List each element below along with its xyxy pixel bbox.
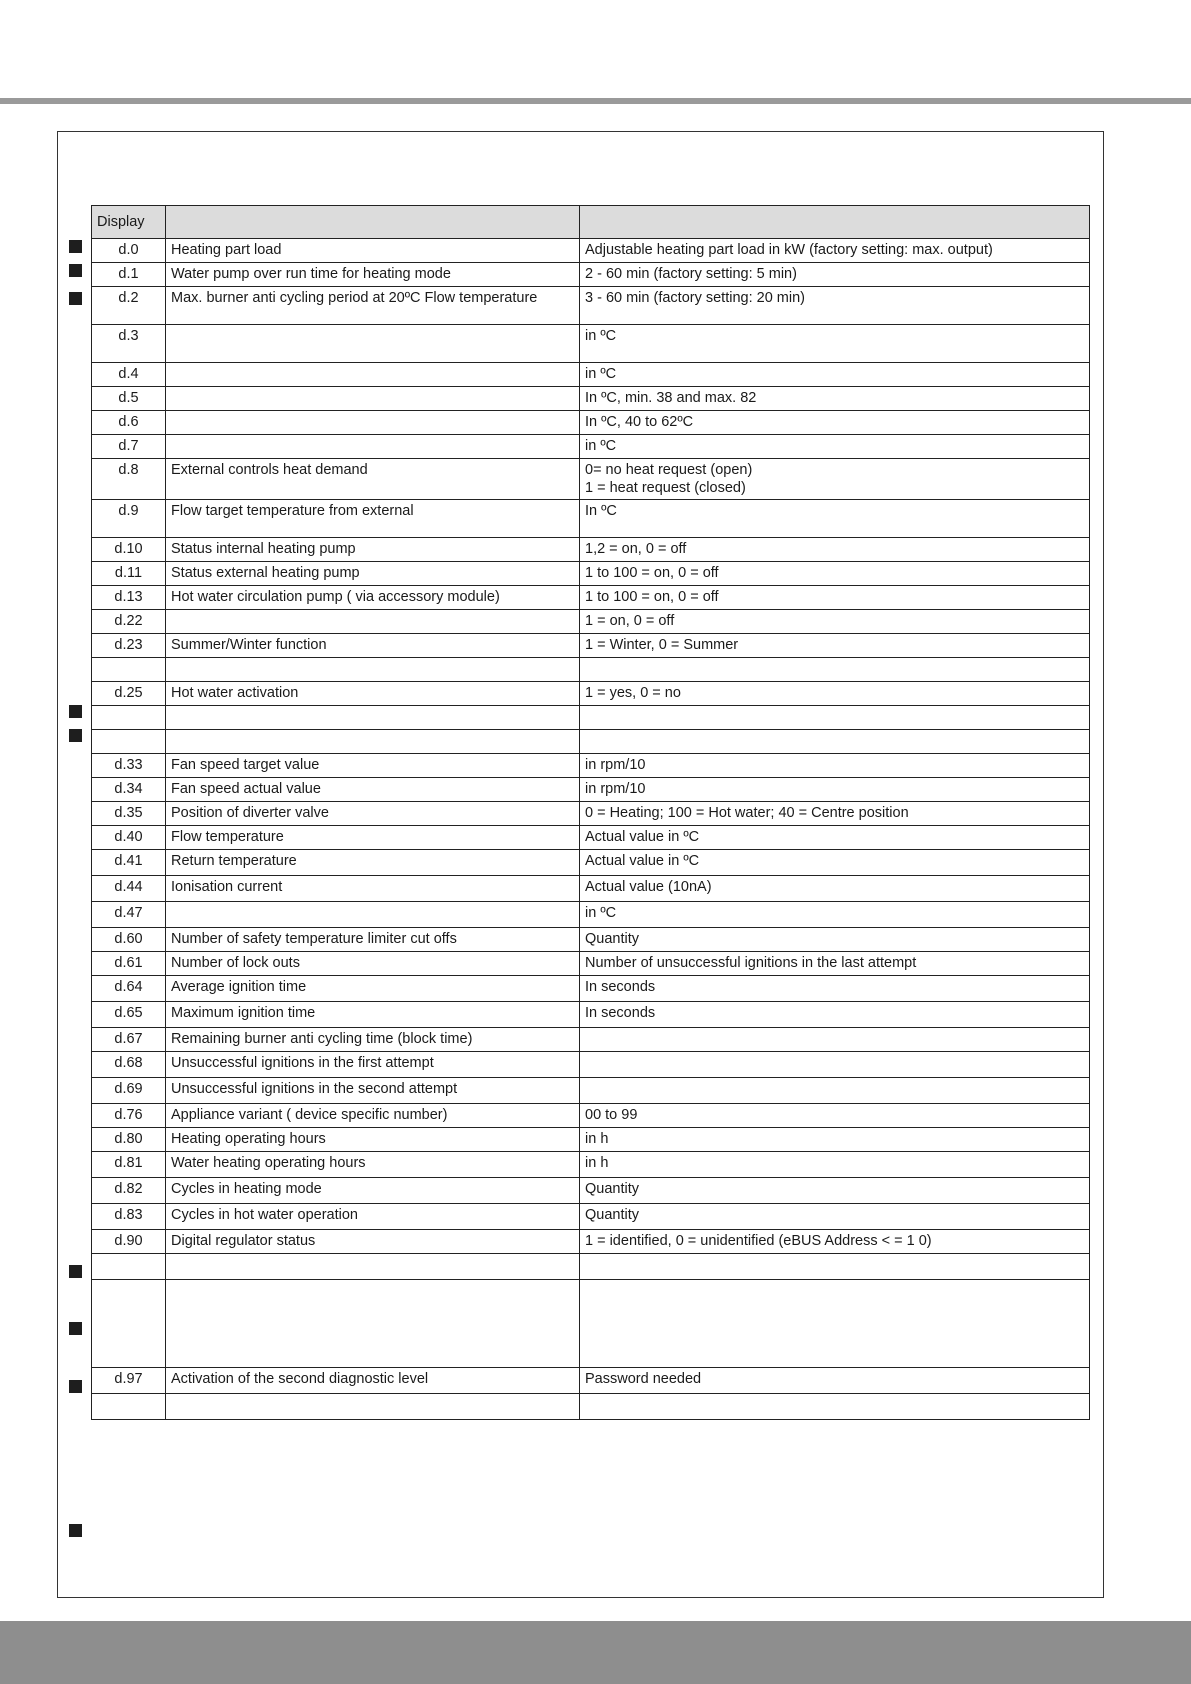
value-cell bbox=[580, 411, 1090, 435]
value-cell bbox=[580, 1128, 1090, 1152]
description-cell: Fan speed target value bbox=[166, 754, 580, 778]
table-row bbox=[92, 562, 1090, 586]
code-cell: d.8 bbox=[92, 459, 166, 500]
value-line: 1,2 = on, 0 = off bbox=[585, 541, 687, 557]
value-line: 1 to 100 = on, 0 = off bbox=[585, 589, 719, 605]
table-row bbox=[92, 1128, 1090, 1152]
value-line: in h bbox=[585, 1155, 609, 1171]
description-cell: Summer/Winter function bbox=[166, 634, 580, 658]
value-line: Actual value (10nA) bbox=[585, 879, 712, 895]
diagnostic-codes-table bbox=[91, 205, 1090, 1420]
table-row bbox=[92, 1230, 1090, 1254]
description-cell bbox=[166, 363, 580, 387]
description-cell bbox=[166, 325, 580, 363]
table-row bbox=[92, 976, 1090, 1002]
code-cell: d.60 bbox=[92, 928, 166, 952]
code-cell: d.80 bbox=[92, 1128, 166, 1152]
description-cell bbox=[166, 730, 580, 754]
description-cell: Activation of the second diagnostic level bbox=[166, 1368, 580, 1394]
table-row bbox=[92, 387, 1090, 411]
table-row bbox=[92, 1394, 1090, 1420]
value-line: 3 - 60 min (factory setting: 20 min) bbox=[585, 290, 805, 306]
description-cell: Position of diverter valve bbox=[166, 802, 580, 826]
description-cell bbox=[166, 1394, 580, 1420]
description-cell: Status internal heating pump bbox=[166, 538, 580, 562]
code-cell bbox=[92, 1254, 166, 1280]
code-cell: d.6 bbox=[92, 411, 166, 435]
value-cell bbox=[580, 876, 1090, 902]
table-row bbox=[92, 1204, 1090, 1230]
table-row bbox=[92, 730, 1090, 754]
change-marker bbox=[69, 292, 82, 305]
table-row bbox=[92, 778, 1090, 802]
description-cell: Cycles in hot water operation bbox=[166, 1204, 580, 1230]
code-cell: d.61 bbox=[92, 952, 166, 976]
value-cell bbox=[580, 287, 1090, 325]
code-cell: d.68 bbox=[92, 1052, 166, 1078]
code-cell bbox=[92, 706, 166, 730]
table-row bbox=[92, 500, 1090, 538]
code-cell: d.3 bbox=[92, 325, 166, 363]
table-row bbox=[92, 325, 1090, 363]
code-cell: d.2 bbox=[92, 287, 166, 325]
table-row bbox=[92, 435, 1090, 459]
table-row bbox=[92, 802, 1090, 826]
value-cell bbox=[580, 902, 1090, 928]
value-cell bbox=[580, 1178, 1090, 1204]
value-cell bbox=[580, 1104, 1090, 1128]
table-row bbox=[92, 586, 1090, 610]
value-cell bbox=[580, 1152, 1090, 1178]
table-header-row bbox=[92, 206, 1090, 239]
description-cell: Status external heating pump bbox=[166, 562, 580, 586]
code-cell: d.90 bbox=[92, 1230, 166, 1254]
value-line: in rpm/10 bbox=[585, 781, 646, 797]
code-cell bbox=[92, 1394, 166, 1420]
code-cell: d.81 bbox=[92, 1152, 166, 1178]
change-marker bbox=[69, 1380, 82, 1393]
table-row bbox=[92, 287, 1090, 325]
table-row bbox=[92, 682, 1090, 706]
value-line: Password needed bbox=[585, 1371, 702, 1387]
value-cell bbox=[580, 658, 1090, 682]
code-cell: d.5 bbox=[92, 387, 166, 411]
table-row bbox=[92, 538, 1090, 562]
value-line: In ºC, 40 to 62ºC bbox=[585, 414, 694, 430]
description-cell: Flow temperature bbox=[166, 826, 580, 850]
table-row bbox=[92, 1052, 1090, 1078]
value-line: Adjustable heating part load in kW (factory setting: max. output) bbox=[585, 242, 993, 258]
value-line: 2 - 60 min (factory setting: 5 min) bbox=[585, 266, 797, 282]
change-marker bbox=[69, 705, 82, 718]
code-cell: d.34 bbox=[92, 778, 166, 802]
value-cell bbox=[580, 850, 1090, 876]
description-cell: Cycles in heating mode bbox=[166, 1178, 580, 1204]
description-cell: Water pump over run time for heating mode bbox=[166, 263, 580, 287]
table-row bbox=[92, 411, 1090, 435]
top-rule bbox=[0, 98, 1191, 104]
table-row bbox=[92, 263, 1090, 287]
description-cell: Digital regulator status bbox=[166, 1230, 580, 1254]
value-cell bbox=[580, 928, 1090, 952]
change-marker bbox=[69, 264, 82, 277]
value-cell bbox=[580, 263, 1090, 287]
value-cell bbox=[580, 239, 1090, 263]
value-cell bbox=[580, 1368, 1090, 1394]
value-line: 00 to 99 bbox=[585, 1107, 638, 1123]
value-cell bbox=[580, 459, 1090, 500]
code-cell: d.33 bbox=[92, 754, 166, 778]
change-marker bbox=[69, 1524, 82, 1537]
value-line: 1 = heat request (closed) bbox=[585, 480, 746, 496]
value-line: Number of unsuccessful ignitions in the last attempt bbox=[585, 955, 917, 971]
value-line: Quantity bbox=[585, 931, 639, 947]
code-cell: d.0 bbox=[92, 239, 166, 263]
description-cell bbox=[166, 1254, 580, 1280]
code-cell: d.44 bbox=[92, 876, 166, 902]
table-row bbox=[92, 634, 1090, 658]
value-line: In ºC bbox=[585, 503, 617, 519]
description-cell bbox=[166, 902, 580, 928]
table-row bbox=[92, 928, 1090, 952]
value-line: In ºC, min. 38 and max. 82 bbox=[585, 390, 757, 406]
table-row bbox=[92, 1280, 1090, 1368]
description-cell bbox=[166, 1280, 580, 1368]
code-cell: d.40 bbox=[92, 826, 166, 850]
table-body bbox=[92, 206, 1090, 1420]
value-cell bbox=[580, 610, 1090, 634]
table-row bbox=[92, 363, 1090, 387]
table-row bbox=[92, 952, 1090, 976]
description-cell: Heating part load bbox=[166, 239, 580, 263]
description-cell: Number of safety temperature limiter cut offs bbox=[166, 928, 580, 952]
value-cell bbox=[580, 538, 1090, 562]
description-cell bbox=[166, 387, 580, 411]
description-cell bbox=[166, 706, 580, 730]
value-cell bbox=[580, 976, 1090, 1002]
value-line: 1 = Winter, 0 = Summer bbox=[585, 637, 739, 653]
value-cell bbox=[580, 682, 1090, 706]
code-cell: d.1 bbox=[92, 263, 166, 287]
value-cell bbox=[580, 1204, 1090, 1230]
value-line: 1 = yes, 0 = no bbox=[585, 685, 681, 701]
table-row bbox=[92, 1028, 1090, 1052]
description-cell: Number of lock outs bbox=[166, 952, 580, 976]
value-line: in rpm/10 bbox=[585, 757, 646, 773]
code-cell bbox=[92, 658, 166, 682]
table-row bbox=[92, 902, 1090, 928]
change-marker bbox=[69, 240, 82, 253]
description-cell: Fan speed actual value bbox=[166, 778, 580, 802]
footer-band bbox=[0, 1621, 1191, 1684]
value-cell bbox=[580, 778, 1090, 802]
description-cell bbox=[166, 658, 580, 682]
code-cell: d.65 bbox=[92, 1002, 166, 1028]
table-row bbox=[92, 610, 1090, 634]
value-cell bbox=[580, 1028, 1090, 1052]
value-cell bbox=[580, 325, 1090, 363]
value-cell bbox=[580, 1280, 1090, 1368]
value-line: Quantity bbox=[585, 1181, 639, 1197]
value-cell bbox=[580, 387, 1090, 411]
table-row bbox=[92, 1002, 1090, 1028]
value-line: 0 = Heating; 100 = Hot water; 40 = Centre position bbox=[585, 805, 909, 821]
value-cell bbox=[580, 826, 1090, 850]
value-cell bbox=[580, 363, 1090, 387]
description-cell: Flow target temperature from external bbox=[166, 500, 580, 538]
value-cell bbox=[580, 500, 1090, 538]
value-cell bbox=[580, 1230, 1090, 1254]
value-line: 1 = on, 0 = off bbox=[585, 613, 675, 629]
code-cell: d.25 bbox=[92, 682, 166, 706]
value-cell bbox=[580, 952, 1090, 976]
code-cell: d.97 bbox=[92, 1368, 166, 1394]
value-cell bbox=[580, 730, 1090, 754]
value-line: In seconds bbox=[585, 979, 656, 995]
description-cell: Unsuccessful ignitions in the first attempt bbox=[166, 1052, 580, 1078]
code-cell: d.10 bbox=[92, 538, 166, 562]
value-line: in ºC bbox=[585, 438, 617, 454]
code-cell: d.83 bbox=[92, 1204, 166, 1230]
table-row bbox=[92, 1152, 1090, 1178]
value-line: 0= no heat request (open) bbox=[585, 462, 753, 478]
value-cell bbox=[580, 754, 1090, 778]
header-description bbox=[166, 206, 580, 239]
value-line: 1 to 100 = on, 0 = off bbox=[585, 565, 719, 581]
code-cell: d.35 bbox=[92, 802, 166, 826]
table-row bbox=[92, 1104, 1090, 1128]
value-line: Quantity bbox=[585, 1207, 639, 1223]
table-row bbox=[92, 826, 1090, 850]
value-cell bbox=[580, 634, 1090, 658]
value-cell bbox=[580, 1394, 1090, 1420]
table-row bbox=[92, 754, 1090, 778]
code-cell: d.4 bbox=[92, 363, 166, 387]
description-cell: Heating operating hours bbox=[166, 1128, 580, 1152]
description-cell: Return temperature bbox=[166, 850, 580, 876]
description-cell: Ionisation current bbox=[166, 876, 580, 902]
table-row bbox=[92, 1254, 1090, 1280]
description-cell: Water heating operating hours bbox=[166, 1152, 580, 1178]
description-cell: Unsuccessful ignitions in the second attempt bbox=[166, 1078, 580, 1104]
value-cell bbox=[580, 435, 1090, 459]
change-marker bbox=[69, 1322, 82, 1335]
code-cell: d.22 bbox=[92, 610, 166, 634]
code-cell: d.64 bbox=[92, 976, 166, 1002]
description-cell: External controls heat demand bbox=[166, 459, 580, 500]
value-cell bbox=[580, 802, 1090, 826]
code-cell bbox=[92, 730, 166, 754]
table-row bbox=[92, 850, 1090, 876]
description-cell: Hot water activation bbox=[166, 682, 580, 706]
description-cell: Appliance variant ( device specific number) bbox=[166, 1104, 580, 1128]
header-value bbox=[580, 206, 1090, 239]
change-marker bbox=[69, 1265, 82, 1278]
change-marker bbox=[69, 729, 82, 742]
value-cell bbox=[580, 1078, 1090, 1104]
description-cell: Maximum ignition time bbox=[166, 1002, 580, 1028]
code-cell: d.7 bbox=[92, 435, 166, 459]
code-cell bbox=[92, 1280, 166, 1368]
code-cell: d.69 bbox=[92, 1078, 166, 1104]
value-line: Actual value in ºC bbox=[585, 853, 700, 869]
code-cell: d.67 bbox=[92, 1028, 166, 1052]
value-cell bbox=[580, 706, 1090, 730]
table-row bbox=[92, 706, 1090, 730]
table-row bbox=[92, 1368, 1090, 1394]
value-line: in ºC bbox=[585, 905, 617, 921]
value-line: 1 = identified, 0 = unidentified (eBUS Address < = 1 0) bbox=[585, 1233, 932, 1249]
code-cell: d.11 bbox=[92, 562, 166, 586]
value-line: in ºC bbox=[585, 366, 617, 382]
table-row bbox=[92, 876, 1090, 902]
value-line: in h bbox=[585, 1131, 609, 1147]
value-cell bbox=[580, 1254, 1090, 1280]
value-line: in ºC bbox=[585, 328, 617, 344]
description-cell bbox=[166, 610, 580, 634]
table-row bbox=[92, 459, 1090, 500]
description-cell: Average ignition time bbox=[166, 976, 580, 1002]
description-cell bbox=[166, 435, 580, 459]
table-row bbox=[92, 1078, 1090, 1104]
value-line: In seconds bbox=[585, 1005, 656, 1021]
code-cell: d.76 bbox=[92, 1104, 166, 1128]
description-cell: Hot water circulation pump ( via accessory module) bbox=[166, 586, 580, 610]
code-cell: d.82 bbox=[92, 1178, 166, 1204]
table-row bbox=[92, 1178, 1090, 1204]
description-cell: Max. burner anti cycling period at 20ºC Flow temperature bbox=[166, 287, 580, 325]
value-cell bbox=[580, 1052, 1090, 1078]
table-row bbox=[92, 658, 1090, 682]
code-cell: d.47 bbox=[92, 902, 166, 928]
value-line: Actual value in ºC bbox=[585, 829, 700, 845]
code-cell: d.41 bbox=[92, 850, 166, 876]
value-cell bbox=[580, 586, 1090, 610]
value-cell bbox=[580, 562, 1090, 586]
code-cell: d.13 bbox=[92, 586, 166, 610]
description-cell: Remaining burner anti cycling time (block time) bbox=[166, 1028, 580, 1052]
description-cell bbox=[166, 411, 580, 435]
table-row bbox=[92, 239, 1090, 263]
code-cell: d.23 bbox=[92, 634, 166, 658]
code-cell: d.9 bbox=[92, 500, 166, 538]
header-code: Display bbox=[92, 206, 166, 239]
value-cell bbox=[580, 1002, 1090, 1028]
